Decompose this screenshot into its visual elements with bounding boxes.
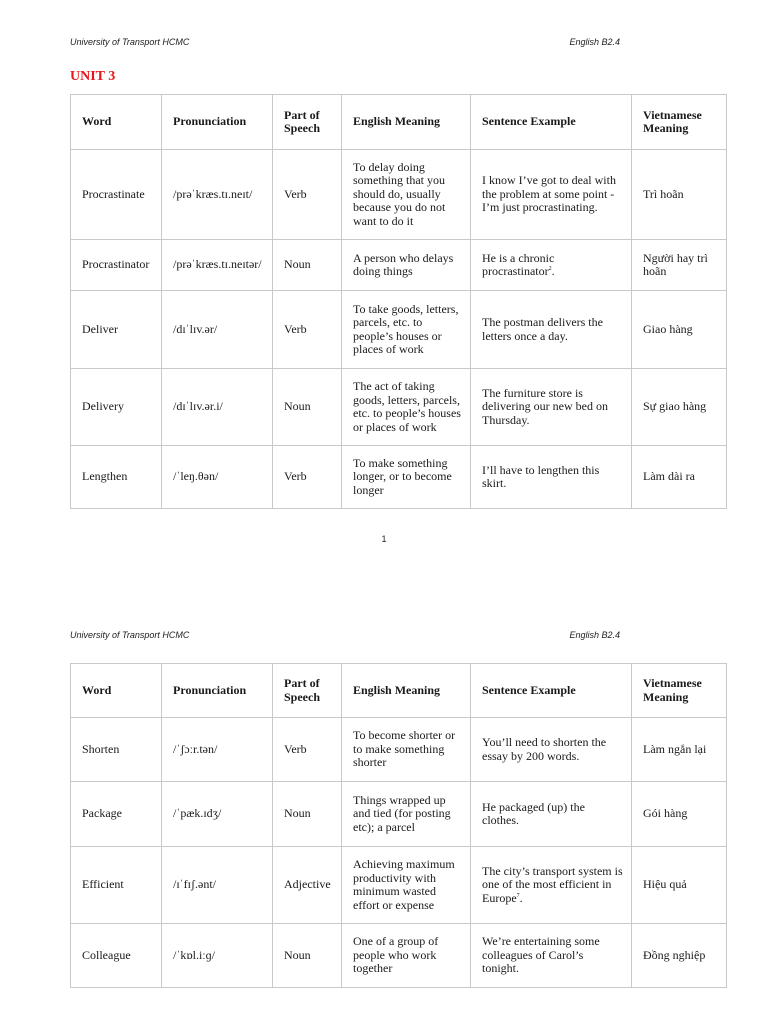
cell-vietnamese-meaning: Hiệu quả [632, 847, 727, 924]
col-header-vietnamese-meaning: Vietnamese Meaning [632, 664, 727, 718]
cell-part-of-speech: Adjective [273, 847, 342, 924]
cell-sentence-example: I’ll have to lengthen this skirt. [471, 446, 632, 509]
cell-pronunciation: /prəˈkræs.tɪ.neɪt/ [162, 150, 273, 240]
cell-vietnamese-meaning: Trì hoãn [632, 150, 727, 240]
cell-english-meaning: To become shorter or to make something shorter [342, 718, 471, 782]
cell-sentence-example [471, 847, 632, 924]
footnote-marker: 2 [548, 266, 552, 272]
col-header-pronunciation: Pronunciation [162, 664, 273, 718]
vocabulary-table-1 [70, 94, 727, 509]
cell-sentence-example: The postman delivers the letters once a day. [471, 291, 632, 369]
cell-pronunciation: /ˈʃɔːr.tən/ [162, 718, 273, 782]
table-row [71, 718, 727, 782]
footnote-marker: 7 [516, 892, 520, 899]
col-header-english-meaning: English Meaning [342, 95, 471, 150]
cell-sentence-example: The furniture store is delivering our new bed on Thursday. [471, 369, 632, 446]
table-row [71, 782, 727, 847]
example-end: . [519, 890, 523, 905]
example-text: The city’s transport system is one of the most efficient in Europe [482, 863, 623, 905]
cell-word: Deliver [71, 291, 162, 369]
cell-part-of-speech: Verb [273, 718, 342, 782]
cell-vietnamese-meaning: Đồng nghiệp [632, 924, 727, 988]
table-row [71, 240, 727, 291]
example-end: . [551, 264, 555, 278]
col-header-word: Word [71, 95, 162, 150]
cell-part-of-speech: Noun [273, 782, 342, 847]
cell-sentence-example: He packaged (up) the clothes. [471, 782, 632, 847]
cell-english-meaning: A person who delays doing things [342, 240, 471, 291]
table-header-row [71, 664, 727, 718]
cell-vietnamese-meaning: Người hay trì hoãn [632, 240, 727, 291]
col-header-word: Word [71, 664, 162, 718]
col-header-pronunciation: Pronunciation [162, 95, 273, 150]
cell-sentence-example: I know I’ve got to deal with the problem at some point - I’m just procrastinating. [471, 150, 632, 240]
cell-english-meaning: To make something longer, or to become longer [342, 446, 471, 509]
cell-sentence-example: We’re entertaining some colleagues of Carol’s tonight. [471, 924, 632, 988]
header-institution: University of Transport HCMC [70, 630, 190, 640]
table-row [71, 291, 727, 369]
cell-pronunciation: /ˈpæk.ɪdʒ/ [162, 782, 273, 847]
col-header-part-of-speech: Part of Speech [273, 664, 342, 718]
table-row [71, 847, 727, 924]
cell-word: Colleague [71, 924, 162, 988]
table-row [71, 369, 727, 446]
vocabulary-table-2 [70, 663, 727, 988]
cell-part-of-speech: Noun [273, 924, 342, 988]
table-row [71, 150, 727, 240]
cell-pronunciation: /ˈleŋ.θən/ [162, 446, 273, 509]
cell-word: Procrastinator [71, 240, 162, 291]
cell-pronunciation: /ˈkɒl.iːɡ/ [162, 924, 273, 988]
page-number: 1 [381, 534, 387, 544]
cell-vietnamese-meaning: Làm dài ra [632, 446, 727, 509]
cell-vietnamese-meaning: Sự giao hàng [632, 369, 727, 446]
page-header [70, 630, 698, 640]
example-text: He is a chronic procrastinator [482, 250, 555, 278]
cell-vietnamese-meaning: Gói hàng [632, 782, 727, 847]
col-header-part-of-speech: Part of Speech [273, 95, 342, 150]
cell-part-of-speech: Noun [273, 240, 342, 291]
col-header-english-meaning: English Meaning [342, 664, 471, 718]
cell-vietnamese-meaning: Làm ngắn lại [632, 718, 727, 782]
cell-english-meaning: The act of taking goods, letters, parcels, etc. to people’s houses or places of work [342, 369, 471, 446]
cell-part-of-speech: Verb [273, 150, 342, 240]
header-course: English B2.4 [569, 37, 620, 47]
cell-pronunciation: /prəˈkræs.tɪ.neɪtər/ [162, 240, 273, 291]
cell-sentence-example: You’ll need to shorten the essay by 200 words. [471, 718, 632, 782]
cell-pronunciation: /dɪˈlɪv.ər/ [162, 291, 273, 369]
cell-sentence-example [471, 240, 632, 291]
cell-part-of-speech: Verb [273, 291, 342, 369]
cell-part-of-speech: Noun [273, 369, 342, 446]
header-institution: University of Transport HCMC [70, 37, 190, 47]
col-header-sentence-example: Sentence Example [471, 95, 632, 150]
cell-word: Procrastinate [71, 150, 162, 240]
table-row [71, 924, 727, 988]
cell-word: Shorten [71, 718, 162, 782]
col-header-sentence-example: Sentence Example [471, 664, 632, 718]
cell-english-meaning: To take goods, letters, parcels, etc. to people’s houses or places of work [342, 291, 471, 369]
cell-english-meaning: One of a group of people who work together [342, 924, 471, 988]
cell-english-meaning: Things wrapped up and tied (for posting etc); a parcel [342, 782, 471, 847]
page-header [70, 37, 698, 47]
header-course: English B2.4 [569, 630, 620, 640]
cell-english-meaning: To delay doing something that you should do, usually because you do not want to do it [342, 150, 471, 240]
unit-title: UNIT 3 [70, 69, 116, 84]
cell-word: Delivery [71, 369, 162, 446]
cell-pronunciation: /ɪˈfɪʃ.ənt/ [162, 847, 273, 924]
cell-word: Lengthen [71, 446, 162, 509]
cell-english-meaning: Achieving maximum productivity with minimum wasted effort or expense [342, 847, 471, 924]
table-row [71, 446, 727, 509]
cell-word: Package [71, 782, 162, 847]
document-page-2 [0, 590, 768, 1024]
cell-pronunciation: /dɪˈlɪv.ər.i/ [162, 369, 273, 446]
cell-word: Efficient [71, 847, 162, 924]
cell-part-of-speech: Verb [273, 446, 342, 509]
col-header-vietnamese-meaning: Vietnamese Meaning [632, 95, 727, 150]
cell-vietnamese-meaning: Giao hàng [632, 291, 727, 369]
table-header-row [71, 95, 727, 150]
